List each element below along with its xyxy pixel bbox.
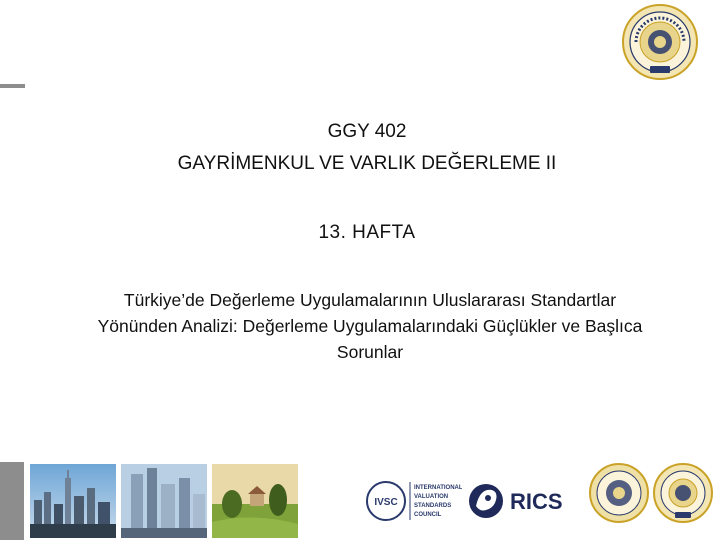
ivsc-line: COUNCIL xyxy=(414,512,442,518)
skyline-photo xyxy=(30,464,116,538)
subtitle-line: Türkiye’de Değerleme Uygulamalarının Uluslararası Standartlar xyxy=(123,290,617,310)
ivsc-logo xyxy=(366,478,462,524)
course-code: GGY 402 xyxy=(327,121,407,142)
week-label: 13. HAFTA xyxy=(318,222,416,243)
bottom-strip xyxy=(0,462,720,540)
ivsc-mark: IVSC xyxy=(374,497,398,508)
ivsc-line: INTERNATIONAL xyxy=(414,485,462,491)
title-block xyxy=(0,116,720,180)
left-accent-rule xyxy=(0,84,25,88)
strip-gray-block xyxy=(0,462,24,540)
course-title: GAYRİMENKUL VE VARLIK DEĞERLEME II xyxy=(177,153,557,174)
university-seal-icon xyxy=(622,4,698,80)
towers-photo xyxy=(121,464,207,538)
rics-text: RICS xyxy=(510,489,563,514)
university-seal-small-icon xyxy=(652,462,714,524)
lion-icon xyxy=(469,484,503,518)
subtitle-line: Sorunlar xyxy=(336,342,404,362)
countryside-photo xyxy=(212,464,298,538)
institution-seal-icon xyxy=(588,462,650,524)
rics-logo xyxy=(468,476,580,526)
ivsc-line: STANDARDS xyxy=(414,503,452,509)
ivsc-line: VALUATION xyxy=(414,494,449,500)
subtitle xyxy=(40,287,700,365)
subtitle-line: Yönünden Analizi: Değerleme Uygulamalarındaki Güçlükler ve Başlıca xyxy=(97,316,643,336)
